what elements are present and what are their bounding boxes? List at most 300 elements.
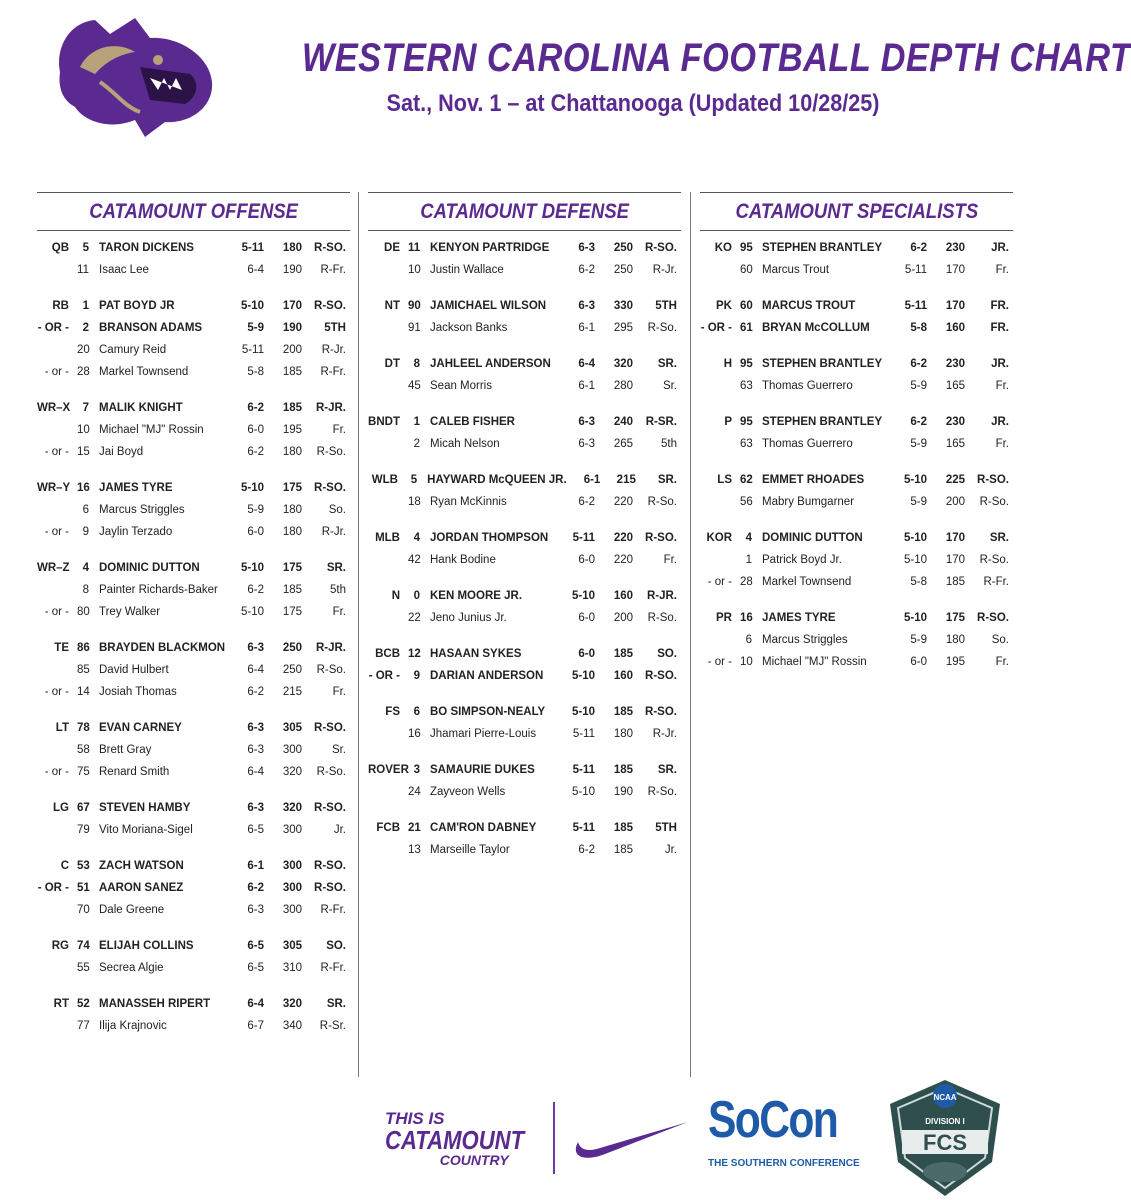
player-height: 5-10: [903, 474, 927, 486]
jersey-number: 45: [408, 380, 421, 392]
player-name: KENYON PARTRIDGE: [430, 242, 550, 254]
player-height: 6-2: [910, 416, 927, 428]
jersey-number: 79: [77, 824, 90, 836]
player-weight: 300: [282, 744, 302, 756]
position-label: - or -: [44, 686, 69, 698]
specialists-rows: [700, 231, 1013, 673]
depth-row: [368, 643, 681, 665]
depth-row: [368, 665, 681, 687]
player-weight: 165: [945, 380, 965, 392]
offense-rows: [37, 231, 350, 1037]
defense-column: [368, 192, 681, 861]
player-class: R-So.: [979, 496, 1009, 508]
position-label: RG: [51, 940, 69, 952]
player-class: So.: [991, 634, 1009, 646]
player-name: Jackson Banks: [430, 322, 508, 334]
player-name: Justin Wallace: [430, 264, 504, 276]
player-name: ZACH WATSON: [99, 860, 184, 872]
position-label: - or -: [44, 366, 69, 378]
depth-row: [37, 935, 350, 957]
player-name: Josiah Thomas: [99, 686, 177, 698]
depth-row: [37, 601, 350, 623]
player-height: 6-3: [247, 722, 264, 734]
player-class: R-Sr.: [319, 1020, 346, 1032]
player-height: 6-0: [247, 526, 264, 538]
depth-row: [37, 761, 350, 783]
player-class: JR.: [991, 358, 1009, 370]
depth-row: [37, 899, 350, 921]
position-label: H: [723, 358, 732, 370]
player-class: So.: [328, 504, 346, 516]
player-name: Markel Townsend: [99, 366, 189, 378]
player-class: SR.: [657, 474, 677, 486]
player-class: R-So.: [316, 766, 346, 778]
player-height: 5-9: [910, 634, 927, 646]
player-name: MARCUS TROUT: [762, 300, 856, 312]
player-name: JORDAN THOMPSON: [430, 532, 549, 544]
player-height: 5-11: [572, 728, 595, 740]
jersey-number: 61: [740, 322, 753, 334]
position-label: - or -: [44, 766, 69, 778]
jersey-number: 52: [77, 998, 90, 1010]
player-name: HAYWARD McQUEEN JR.: [427, 474, 567, 486]
player-class: Jr.: [333, 824, 346, 836]
position-label: PR: [716, 612, 732, 624]
player-height: 6-2: [247, 402, 264, 414]
player-class: 5th: [661, 438, 677, 450]
specialists-title: CATAMOUNT SPECIALISTS: [700, 193, 1013, 231]
player-class: R-SO.: [645, 242, 677, 254]
depth-row: [700, 549, 1013, 571]
jersey-number: 91: [408, 322, 421, 334]
player-class: SR.: [326, 562, 346, 574]
jersey-number: 8: [82, 584, 89, 596]
player-weight: 170: [945, 554, 965, 566]
player-weight: 320: [282, 998, 302, 1010]
jersey-number: 62: [740, 474, 753, 486]
player-name: BO SIMPSON-NEALY: [430, 706, 546, 718]
player-weight: 200: [613, 612, 633, 624]
player-name: Jaylin Terzado: [99, 526, 173, 538]
position-label: LT: [55, 722, 69, 734]
depth-row: [37, 521, 350, 543]
position-label: BNDT: [368, 416, 400, 428]
depth-row: [37, 477, 350, 499]
jersey-number: 9: [413, 670, 420, 682]
player-weight: 190: [613, 786, 633, 798]
jersey-number: 8: [413, 358, 420, 370]
player-name: David Hulbert: [99, 664, 169, 676]
player-height: 5-9: [247, 504, 264, 516]
jersey-number: 95: [740, 242, 753, 254]
player-class: SR.: [989, 532, 1009, 544]
player-name: Thomas Guerrero: [762, 438, 853, 450]
player-height: 5-11: [572, 532, 595, 544]
player-weight: 320: [282, 766, 302, 778]
jersey-number: 4: [745, 532, 752, 544]
specialists-column: [700, 192, 1013, 673]
player-class: R-Fr.: [983, 576, 1009, 588]
player-class: Sr.: [662, 380, 677, 392]
jersey-number: 67: [77, 802, 90, 814]
player-class: R-So.: [979, 554, 1009, 566]
player-height: 5-10: [571, 786, 595, 798]
depth-row: [37, 1015, 350, 1037]
jersey-number: 74: [77, 940, 90, 952]
player-name: Secrea Algie: [99, 962, 164, 974]
player-weight: 200: [945, 496, 965, 508]
player-weight: 160: [613, 670, 633, 682]
player-height: 5-10: [571, 670, 595, 682]
player-height: 5-10: [571, 706, 595, 718]
depth-row: [368, 375, 681, 397]
player-class: 5th: [330, 584, 346, 596]
depth-row: [37, 717, 350, 739]
player-name: STEVEN HAMBY: [99, 802, 191, 814]
jersey-number: 42: [408, 554, 421, 566]
jersey-number: 4: [82, 562, 89, 574]
depth-row: [368, 527, 681, 549]
player-weight: 185: [282, 584, 302, 596]
player-name: Dale Greene: [99, 904, 165, 916]
player-weight: 170: [945, 300, 965, 312]
depth-row: [37, 659, 350, 681]
depth-row: [368, 259, 681, 281]
player-class: R-SO.: [977, 474, 1009, 486]
player-height: 5-11: [904, 264, 927, 276]
position-label: TE: [54, 642, 69, 654]
jersey-number: 95: [740, 358, 753, 370]
player-height: 6-2: [578, 496, 595, 508]
player-height: 6-4: [247, 766, 264, 778]
jersey-number: 6: [82, 504, 89, 516]
depth-row: [37, 637, 350, 659]
depth-row: [368, 549, 681, 571]
jersey-number: 28: [77, 366, 90, 378]
depth-row: [368, 817, 681, 839]
player-height: 5-8: [910, 576, 927, 588]
player-height: 6-5: [247, 940, 264, 952]
player-name: Patrick Boyd Jr.: [762, 554, 842, 566]
player-name: Zayveon Wells: [430, 786, 506, 798]
player-name: Marseille Taylor: [430, 844, 510, 856]
this-is-catamount-country-logo: THIS IS CATAMOUNT COUNTRY: [385, 1109, 525, 1168]
player-weight: 250: [613, 242, 633, 254]
depth-row: [37, 317, 350, 339]
player-class: R-Jr.: [321, 344, 346, 356]
player-weight: 185: [613, 764, 633, 776]
player-height: 5-9: [910, 438, 927, 450]
player-height: 5-8: [910, 322, 927, 334]
player-name: Renard Smith: [99, 766, 170, 778]
position-label: DE: [384, 242, 400, 254]
jersey-number: 14: [77, 686, 90, 698]
player-height: 5-10: [240, 606, 264, 618]
player-name: STEPHEN BRANTLEY: [762, 358, 883, 370]
jersey-number: 21: [408, 822, 421, 834]
position-label: NT: [384, 300, 400, 312]
player-height: 6-4: [247, 998, 264, 1010]
player-name: Vito Moriana-Sigel: [99, 824, 193, 836]
player-height: 5-10: [571, 590, 595, 602]
player-class: R-So.: [647, 612, 677, 624]
position-label: FCB: [376, 822, 400, 834]
player-height: 5-10: [903, 532, 927, 544]
player-weight: 265: [613, 438, 633, 450]
player-height: 6-7: [247, 1020, 264, 1032]
player-weight: 160: [945, 322, 965, 334]
depth-row: [37, 237, 350, 259]
player-class: Fr.: [995, 264, 1009, 276]
player-height: 6-5: [247, 824, 264, 836]
player-weight: 190: [282, 264, 302, 276]
jersey-number: 2: [413, 438, 420, 450]
player-height: 6-3: [578, 416, 595, 428]
jersey-number: 1: [413, 416, 420, 428]
position-label: LS: [717, 474, 732, 486]
player-class: Fr.: [995, 438, 1009, 450]
position-label: QB: [51, 242, 69, 254]
depth-row: [700, 571, 1013, 593]
position-label: WR–Z: [37, 562, 70, 574]
player-weight: 195: [282, 424, 302, 436]
jersey-number: 5: [82, 242, 89, 254]
depth-row: [37, 397, 350, 419]
player-weight: 185: [613, 844, 633, 856]
player-height: 5-10: [240, 562, 264, 574]
player-class: R-SO.: [977, 612, 1009, 624]
depth-row: [368, 237, 681, 259]
depth-row: [700, 607, 1013, 629]
depth-row: [37, 259, 350, 281]
player-class: R-SO.: [314, 802, 346, 814]
player-class: JR.: [991, 416, 1009, 428]
player-weight: 185: [613, 706, 633, 718]
player-weight: 215: [282, 686, 302, 698]
player-height: 5-10: [240, 300, 264, 312]
player-weight: 320: [282, 802, 302, 814]
depth-row: [37, 339, 350, 361]
player-name: JAHLEEL ANDERSON: [430, 358, 551, 370]
depth-row: [368, 607, 681, 629]
player-class: R-So.: [316, 664, 346, 676]
player-name: TARON DICKENS: [99, 242, 194, 254]
player-class: Fr.: [995, 656, 1009, 668]
player-height: 6-0: [578, 648, 595, 660]
player-weight: 320: [613, 358, 633, 370]
jersey-number: 56: [740, 496, 753, 508]
player-weight: 180: [282, 526, 302, 538]
player-weight: 170: [282, 300, 302, 312]
player-weight: 300: [282, 904, 302, 916]
player-name: STEPHEN BRANTLEY: [762, 242, 883, 254]
player-height: 5-10: [240, 482, 264, 494]
player-class: SO.: [326, 940, 346, 952]
jersey-number: 11: [408, 242, 421, 254]
player-class: 5TH: [655, 300, 677, 312]
player-height: 6-4: [247, 664, 264, 676]
player-name: Michael "MJ" Rossin: [762, 656, 867, 668]
player-name: Marcus Striggles: [99, 504, 185, 516]
player-weight: 180: [282, 242, 302, 254]
jersey-number: 60: [740, 300, 753, 312]
jersey-number: 1: [82, 300, 89, 312]
player-weight: 170: [945, 532, 965, 544]
player-height: 6-1: [583, 474, 601, 486]
svg-text:DIVISION I: DIVISION I: [925, 1117, 965, 1126]
player-height: 5-11: [241, 344, 264, 356]
footer-logos: [0, 1090, 1033, 1200]
position-label: KOR: [706, 532, 732, 544]
catamount-logo: [40, 12, 220, 142]
player-name: BRANSON ADAMS: [99, 322, 203, 334]
position-label: RB: [52, 300, 69, 312]
depth-row: [37, 557, 350, 579]
player-name: Ryan McKinnis: [430, 496, 507, 508]
depth-row: [700, 651, 1013, 673]
player-weight: 215: [616, 474, 636, 486]
player-class: 5TH: [324, 322, 346, 334]
depth-row: [37, 739, 350, 761]
jersey-number: 28: [740, 576, 753, 588]
player-height: 6-3: [247, 904, 264, 916]
depth-row: [37, 797, 350, 819]
player-class: SR.: [326, 998, 346, 1010]
position-label: - or -: [707, 656, 732, 668]
player-height: 6-0: [910, 656, 927, 668]
player-class: R-SO.: [645, 670, 677, 682]
player-weight: 180: [945, 634, 965, 646]
jersey-number: 16: [740, 612, 753, 624]
player-name: Mabry Bumgarner: [762, 496, 855, 508]
player-class: R-Fr.: [320, 366, 346, 378]
jersey-number: 22: [408, 612, 421, 624]
player-weight: 220: [613, 532, 633, 544]
player-name: DOMINIC DUTTON: [99, 562, 200, 574]
player-name: KEN MOORE JR.: [430, 590, 523, 602]
player-class: R-SO.: [314, 482, 346, 494]
jersey-number: 90: [408, 300, 421, 312]
player-height: 6-3: [247, 744, 264, 756]
jersey-number: 24: [408, 786, 421, 798]
depth-row: [37, 993, 350, 1015]
jersey-number: 13: [408, 844, 421, 856]
player-class: R-So.: [647, 496, 677, 508]
player-height: 5-9: [910, 496, 927, 508]
player-name: Painter Richards-Baker: [99, 584, 218, 596]
player-weight: 305: [282, 722, 302, 734]
player-height: 6-2: [247, 686, 264, 698]
player-class: R-SO.: [314, 860, 346, 872]
player-class: SR.: [657, 358, 677, 370]
player-weight: 330: [613, 300, 633, 312]
defense-rows: [368, 231, 681, 861]
player-height: 6-3: [578, 300, 595, 312]
position-label: N: [391, 590, 400, 602]
player-weight: 200: [282, 344, 302, 356]
depth-row: [700, 353, 1013, 375]
position-label: MLB: [375, 532, 400, 544]
player-class: R-JR.: [315, 402, 346, 414]
depth-row: [368, 585, 681, 607]
column-divider: [358, 192, 359, 1077]
jersey-number: 5: [410, 474, 418, 486]
player-class: SR.: [657, 764, 677, 776]
player-weight: 220: [613, 496, 633, 508]
player-height: 5-11: [241, 242, 264, 254]
depth-row: [37, 441, 350, 463]
player-height: 6-3: [247, 802, 264, 814]
player-height: 6-2: [578, 844, 595, 856]
depth-row: [37, 855, 350, 877]
player-class: JR.: [991, 242, 1009, 254]
player-name: STEPHEN BRANTLEY: [762, 416, 883, 428]
player-name: DOMINIC DUTTON: [762, 532, 863, 544]
depth-row: [700, 375, 1013, 397]
player-class: R-So.: [647, 322, 677, 334]
player-height: 6-2: [247, 584, 264, 596]
player-name: Michael "MJ" Rossin: [99, 424, 204, 436]
player-name: Markel Townsend: [762, 576, 852, 588]
player-class: R-Fr.: [320, 904, 346, 916]
player-height: 6-5: [247, 962, 264, 974]
player-weight: 230: [945, 358, 965, 370]
player-class: R-SO.: [645, 532, 677, 544]
player-height: 6-2: [910, 358, 927, 370]
player-name: MALIK KNIGHT: [99, 402, 183, 414]
position-label: - OR -: [37, 882, 69, 894]
player-weight: 240: [613, 416, 633, 428]
player-name: CAM'RON DABNEY: [430, 822, 537, 834]
player-weight: 185: [945, 576, 965, 588]
player-weight: 230: [945, 242, 965, 254]
player-name: Jai Boyd: [99, 446, 144, 458]
jersey-number: 75: [77, 766, 90, 778]
footer-divider: [553, 1102, 555, 1174]
position-label: - or -: [44, 606, 69, 618]
player-weight: 175: [945, 612, 965, 624]
player-class: Fr.: [332, 424, 346, 436]
player-weight: 300: [282, 860, 302, 872]
player-class: SO.: [657, 648, 677, 660]
player-weight: 295: [613, 322, 633, 334]
player-name: Jhamari Pierre-Louis: [430, 728, 537, 740]
player-name: EVAN CARNEY: [99, 722, 182, 734]
position-label: - or -: [44, 446, 69, 458]
jersey-number: 77: [77, 1020, 90, 1032]
player-name: AARON SANEZ: [99, 882, 184, 894]
player-height: 6-2: [247, 446, 264, 458]
player-name: Marcus Trout: [762, 264, 830, 276]
position-label: BCB: [375, 648, 400, 660]
player-height: 6-0: [247, 424, 264, 436]
position-label: - OR -: [700, 322, 732, 334]
player-weight: 230: [945, 416, 965, 428]
depth-row: [368, 353, 681, 375]
position-label: - OR -: [37, 322, 69, 334]
player-weight: 185: [613, 648, 633, 660]
player-class: R-So.: [316, 446, 346, 458]
player-name: JAMES TYRE: [762, 612, 836, 624]
player-height: 5-9: [247, 322, 264, 334]
player-name: SAMAURIE DUKES: [430, 764, 535, 776]
player-class: R-SO.: [314, 300, 346, 312]
player-weight: 185: [282, 402, 302, 414]
player-height: 5-10: [903, 612, 927, 624]
player-name: EMMET RHOADES: [762, 474, 865, 486]
player-height: 6-3: [578, 242, 595, 254]
player-weight: 250: [282, 642, 302, 654]
